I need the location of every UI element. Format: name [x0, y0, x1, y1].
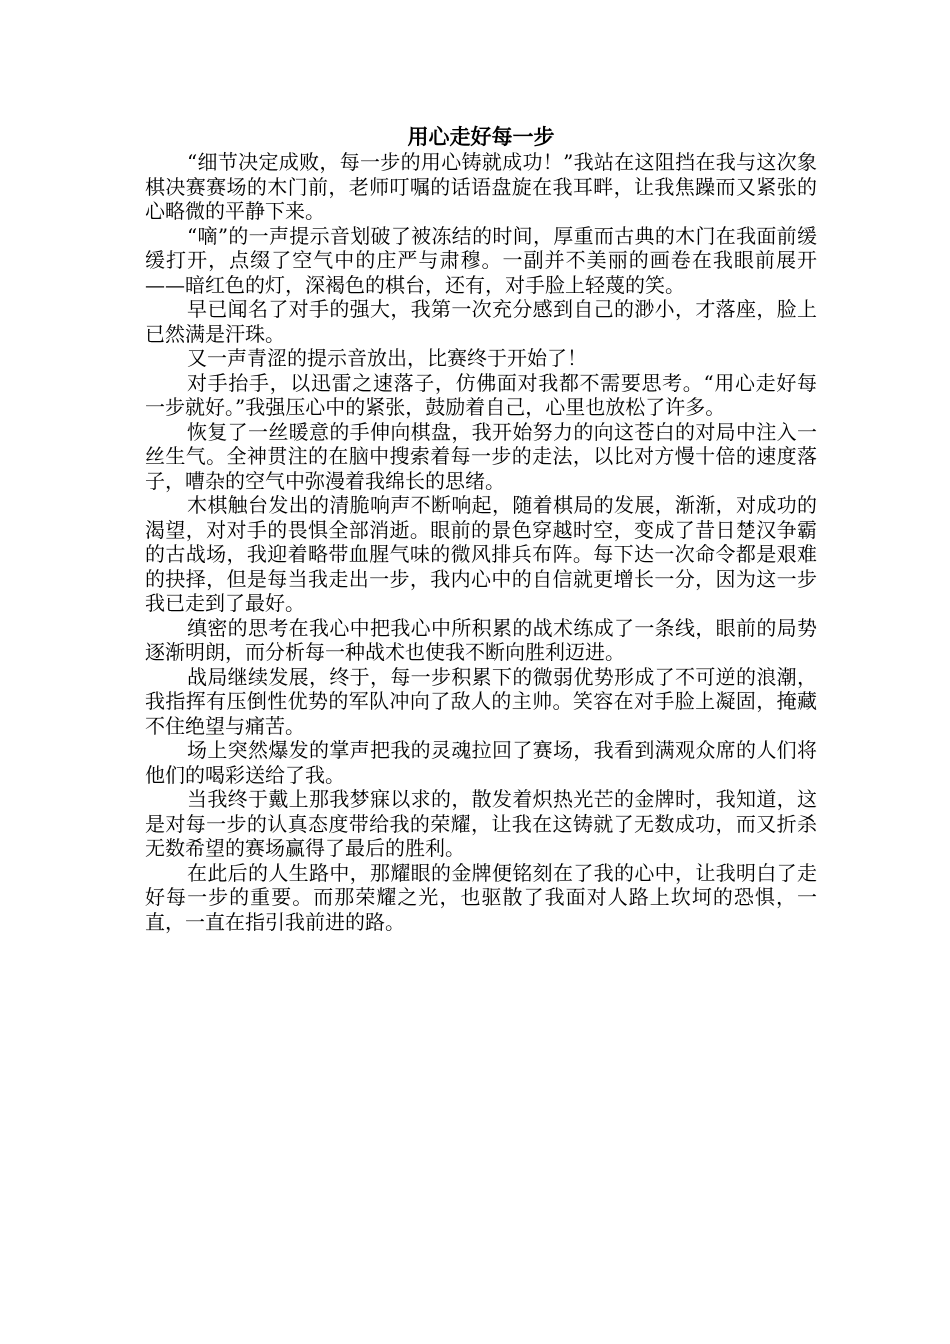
- paragraph: “嘀”的一声提示音划破了被冻结的时间，厚重而古典的木门在我面前缓缓打开，点缀了空气中的庄严与肃穆。一副并不美丽的画卷在我眼前展开——暗红色的灯，深褐色的棋台，还有，对手脸上轻蔑的笑。: [145, 223, 817, 297]
- paragraph: 场上突然爆发的掌声把我的灵魂拉回了赛场，我看到满观众席的人们将他们的喝彩送给了我。: [145, 738, 817, 787]
- paragraph: “细节决定成败，每一步的用心铸就成功！”我站在这阻挡在我与这次象棋决赛赛场的木门前，老师叮嘱的话语盘旋在我耳畔，让我焦躁而又紧张的心略微的平静下来。: [145, 150, 817, 223]
- paragraph: 又一声青涩的提示音放出，比赛终于开始了！: [187, 346, 587, 370]
- paragraph: 恢复了一丝暖意的手伸向棋盘，我开始努力的向这苍白的对局中注入一丝生气。全神贯注的在脑中搜索着每一步的走法，以比对方慢十倍的速度落子，嘈杂的空气中弥漫着我绵长的思绪。: [145, 419, 817, 493]
- document-title: 用心走好每一步: [407, 124, 555, 149]
- document-body: [145, 124, 817, 934]
- paragraph: 战局继续发展，终于，每一步积累下的微弱优势形成了不可逆的浪潮，我指挥有压倒性优势的军队冲向了敌人的主帅。笑容在对手脸上凝固，掩藏不住绝望与痛苦。: [145, 664, 817, 738]
- paragraph: 当我终于戴上那我梦寐以求的，散发着炽热光芒的金牌时，我知道，这是对每一步的认真态度带给我的荣耀，让我在这铸就了无数成功，而又折杀无数希望的赛场赢得了最后的胜利。: [145, 787, 817, 860]
- paragraph: 早已闻名了对手的强大，我第一次充分感到自己的渺小，才落座，脸上已然满是汗珠。: [145, 297, 817, 346]
- paragraph: 木棋触台发出的清脆响声不断响起，随着棋局的发展，渐渐，对成功的渴望，对对手的畏惧全部消逝。眼前的景色穿越时空，变成了昔日楚汉争霸的古战场，我迎着略带血腥气味的微风排兵布阵。每下达一次命令都是艰难的抉择，但是每当我走出一步，我内心中的自信就更增长一分，因为这一步我已走到了最好。: [145, 493, 817, 615]
- paragraph: 对手抬手，以迅雷之速落子，仿佛面对我都不需要思考。“用心走好每一步就好。”我强压心中的紧张，鼓励着自己，心里也放松了许多。: [145, 370, 817, 419]
- paragraph: 缜密的思考在我心中把我心中所积累的战术练成了一条线，眼前的局势逐渐明朗，而分析每一种战术也使我不断向胜利迈进。: [145, 615, 817, 664]
- paragraph: 在此后的人生路中，那耀眼的金牌便铭刻在了我的心中，让我明白了走好每一步的重要。而那荣耀之光，也驱散了我面对人路上坎坷的恐惧，一直，一直在指引我前进的路。: [145, 860, 817, 934]
